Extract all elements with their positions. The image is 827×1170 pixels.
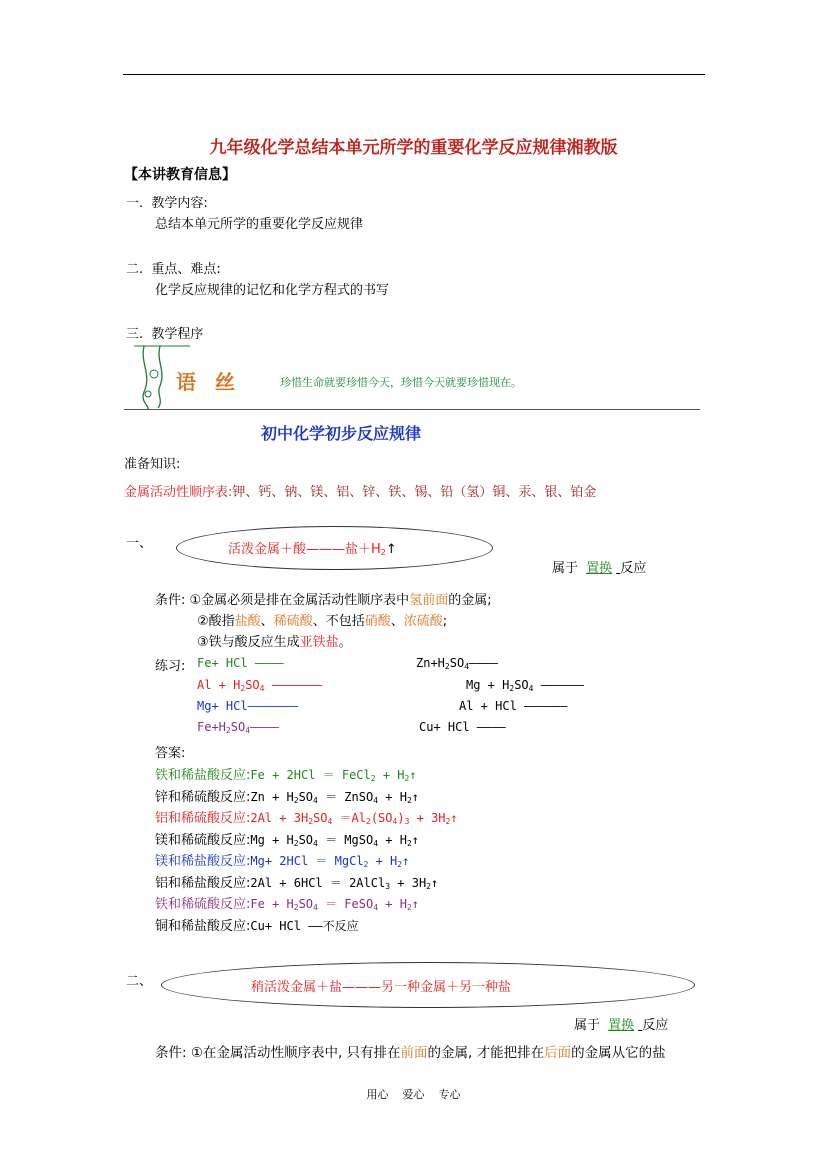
practice-item: $Al + H_2SO_4$ ——————— bbox=[197, 678, 323, 693]
section-2-text: 化学反应规律的记忆和化学方程式的书写 bbox=[155, 283, 390, 298]
condition-text: 。 bbox=[338, 635, 352, 650]
part-2-rule: 稍活泼金属＋盐———另一种金属＋另一种盐 bbox=[251, 980, 512, 995]
activity-series-line bbox=[124, 481, 596, 500]
part-2-condition bbox=[155, 1041, 666, 1061]
condition-highlight: 前面 bbox=[400, 1045, 428, 1061]
activity-label: 金属活动性顺序表: bbox=[124, 485, 233, 500]
section-number: 三. bbox=[126, 327, 144, 342]
activity-series: 钾、钙、钠、镁、铝、锌、铁、锡、铅（氢）铜、汞、银、铂金 bbox=[232, 485, 597, 500]
prep-label: 准备知识: bbox=[124, 457, 181, 472]
part-1-condition-2 bbox=[197, 610, 447, 629]
condition-text: ②酸指 bbox=[197, 614, 235, 629]
info-heading: 【本讲教育信息】 bbox=[124, 167, 236, 183]
answer-title: 锌和稀硫酸反应: bbox=[155, 790, 251, 805]
section-1-text: 总结本单元所学的重要化学反应规律 bbox=[155, 217, 364, 232]
condition-text: ③铁与酸反应生成 bbox=[197, 635, 300, 650]
condition-text: 、 bbox=[390, 614, 404, 629]
answer-title: 镁和稀硫酸反应: bbox=[155, 833, 251, 848]
condition-label: 条件: bbox=[155, 1045, 187, 1061]
quote-banner bbox=[124, 344, 700, 412]
section-label: 教学内容: bbox=[151, 196, 208, 211]
banner-title: 语 丝 bbox=[176, 370, 241, 394]
page-title: 九年级化学总结本单元所学的重要化学反应规律湘教版 bbox=[209, 138, 618, 158]
subtitle: 初中化学初步反应规律 bbox=[261, 424, 422, 443]
condition-text: 的金属, 才能把排在 bbox=[427, 1045, 545, 1061]
answer-title: 铝和稀硫酸反应: bbox=[155, 811, 251, 826]
condition-highlight: 浓硫酸 bbox=[403, 614, 443, 629]
page-footer: 用心 爱心 专心 bbox=[366, 1088, 461, 1101]
condition-text: ①金属必须是排在金属活动性顺序表中 bbox=[189, 593, 410, 608]
answer-line: 铁和稀硫酸反应:Fe + $H_2SO_4$ ＝ FeSO$_4$ + $H_2↑$ bbox=[155, 897, 420, 912]
condition-label: 条件: bbox=[155, 593, 186, 608]
condition-text: ; bbox=[442, 614, 448, 629]
answer-line: 镁和稀盐酸反应:Mg+ 2HCl ＝ MgCl$_2$ + $H_2↑$ bbox=[155, 854, 410, 869]
answer-line bbox=[155, 915, 359, 934]
section-number: 一. bbox=[126, 196, 144, 211]
practice-item: $Mg + H_2SO_4$ —————— bbox=[466, 678, 585, 693]
section-1-heading bbox=[126, 192, 208, 211]
answer-line: 锌和稀硫酸反应:Zn + $H_2SO_4$ ＝ ZnSO$_4$ + $H_2↑$ bbox=[155, 790, 420, 805]
practice-item: $Zn+H_2SO_4————$ bbox=[416, 656, 498, 671]
answer-equation: Cu+ HCl ——不反应 bbox=[250, 919, 359, 933]
part-2-belongs bbox=[574, 1014, 668, 1033]
belongs-suffix: 反应 bbox=[620, 561, 647, 576]
condition-highlight: 硝酸 bbox=[364, 614, 391, 629]
header-rule bbox=[123, 74, 705, 75]
condition-highlight: 后面 bbox=[544, 1045, 572, 1061]
part-1-rule-text: 活泼金属＋酸———盐＋H bbox=[228, 542, 381, 557]
part-1-number: 一、 bbox=[126, 536, 153, 551]
part-1-condition-3 bbox=[197, 631, 352, 650]
part-1-belongs bbox=[552, 557, 646, 576]
condition-highlight: 稀硫酸 bbox=[273, 614, 313, 629]
answer-line: 铝和稀盐酸反应:2Al + 6HCl ＝ 2AlCl$_3$ + $3H_2↑$ bbox=[155, 876, 439, 891]
belongs-prefix: 属于 bbox=[574, 1018, 601, 1033]
condition-text: 、 bbox=[260, 614, 274, 629]
condition-highlight: 氢前面 bbox=[409, 593, 449, 608]
condition-text: 的金属从它的盐 bbox=[571, 1045, 666, 1061]
practice-item: Al + HCl —————— bbox=[459, 699, 568, 713]
banner-rule bbox=[124, 409, 700, 410]
belongs-type: 置换 bbox=[608, 1018, 635, 1033]
section-number: 二. bbox=[126, 262, 144, 277]
part-1-condition-1 bbox=[155, 589, 492, 608]
part-2-number: 二、 bbox=[126, 974, 153, 989]
answer-title: 镁和稀盐酸反应: bbox=[155, 854, 251, 869]
belongs-prefix: 属于 bbox=[552, 561, 579, 576]
belongs-suffix: 反应 bbox=[642, 1018, 669, 1033]
belongs-type: 置换 bbox=[586, 561, 613, 576]
practice-item: Mg+ HCl——————— bbox=[197, 699, 299, 713]
practice-item: Fe+ HCl ———— bbox=[197, 656, 284, 670]
answer-title: 铜和稀盐酸反应: bbox=[155, 919, 251, 934]
part-1-rule: 活泼金属＋酸———盐$+H_2↑$ bbox=[228, 542, 397, 557]
answer-line: 铝和稀硫酸反应:2Al + $3H_2SO_4 =Al_2(SO_4)_3$ + $3H_2↑$ bbox=[155, 811, 458, 826]
answer-label: 答案: bbox=[155, 746, 186, 761]
practice-item: Cu+ HCl ———— bbox=[419, 720, 506, 734]
banner-quote: 珍惜生命就要珍惜今天，珍惜今天就要珍惜现在。 bbox=[280, 376, 522, 389]
practice-item: $Fe+H_2SO_4————$ bbox=[197, 720, 279, 735]
section-label: 教学程序 bbox=[151, 327, 204, 342]
condition-text: 、不包括 bbox=[312, 614, 365, 629]
condition-highlight: 盐酸 bbox=[234, 614, 261, 629]
practice-label: 练习: bbox=[155, 659, 186, 674]
condition-text: ①在金属活动性顺序表中, 只有排在 bbox=[190, 1045, 401, 1061]
answer-title: 铁和稀硫酸反应: bbox=[155, 897, 251, 912]
condition-highlight: 亚铁盐 bbox=[299, 635, 339, 650]
answer-title: 铁和稀盐酸反应: bbox=[155, 768, 251, 783]
answer-title: 铝和稀盐酸反应: bbox=[155, 876, 251, 891]
section-3-heading bbox=[126, 323, 203, 342]
section-2-heading bbox=[126, 258, 221, 277]
condition-text: 的金属; bbox=[448, 593, 492, 608]
answer-line: 镁和稀硫酸反应:Mg + $H_2SO_4$ ＝ MgSO$_4$ + $H_2↑$ bbox=[155, 833, 420, 848]
section-label: 重点、难点: bbox=[151, 262, 221, 277]
answer-line: 铁和稀盐酸反应:Fe + 2HCl ＝ FeCl$_2$ + $H_2↑$ bbox=[155, 768, 417, 783]
